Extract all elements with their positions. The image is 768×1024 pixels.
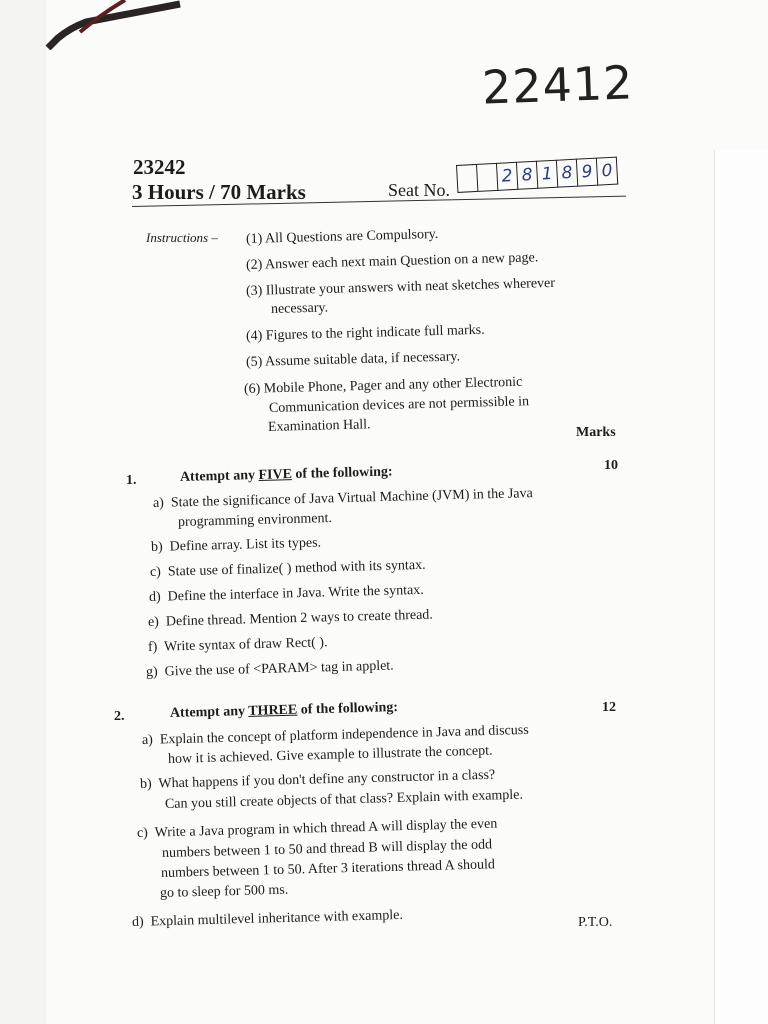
sub-question: e) Define thread. Mention 2 ways to create thread. — [147, 607, 434, 630]
instruction-item: (3) Illustrate your answers with neat sketches wherever — [245, 275, 556, 299]
handwritten-subject-code: 22412 — [481, 55, 635, 115]
sub-question: g) Give the use of <PARAM> tag in applet. — [145, 658, 394, 680]
seat-digit: 2 — [497, 162, 518, 191]
sub-question: b) Define array. List its types. — [150, 535, 322, 555]
page-shadow — [0, 0, 46, 1024]
sub-question: a) State the significance of Java Virtual Machine (JVM) in the Java — [152, 486, 533, 511]
sub-question: Can you still create objects of that class? Explain with example. — [164, 787, 524, 812]
paper-code: 23242 — [133, 155, 186, 179]
question-number: 2. — [114, 709, 125, 724]
seat-number-label: Seat No. — [388, 180, 450, 200]
sub-question: c) Write a Java program in which thread A will display the even — [136, 816, 498, 841]
please-turn-over: P.T.O. — [578, 915, 613, 930]
question-marks: 12 — [602, 700, 616, 715]
sub-question: go to sleep for 500 ms. — [159, 882, 289, 901]
instruction-item: (4) Figures to the right indicate full marks. — [245, 322, 485, 344]
seat-digit: 8 — [557, 159, 578, 188]
sub-question: a) Explain the concept of platform independence in Java and discuss — [141, 722, 529, 748]
sub-question: c) State use of finalize( ) method with its syntax. — [149, 557, 426, 580]
question-heading: Attempt any THREE of the following: — [169, 700, 399, 721]
sub-question: d) Explain multilevel inheritance with example. — [131, 907, 404, 930]
sub-question: programming environment. — [177, 510, 333, 530]
duration-marks: 3 Hours / 70 Marks — [132, 180, 306, 204]
seat-digit — [477, 163, 498, 192]
instruction-item: necessary. — [270, 300, 329, 317]
sub-question: numbers between 1 to 50 and thread B will display the odd — [161, 837, 493, 861]
seat-digit: 8 — [517, 161, 538, 190]
seat-number-boxes — [456, 157, 618, 193]
seat-digit: 0 — [597, 157, 618, 186]
instruction-item: Communication devices are not permissible in — [268, 394, 530, 416]
seat-digit — [456, 164, 478, 193]
sub-question: d) Define the interface in Java. Write the syntax. — [148, 582, 424, 605]
seat-digit: 1 — [537, 160, 558, 189]
page-edge — [714, 150, 768, 1024]
sub-question: how it is achieved. Give example to illustrate the concept. — [167, 743, 493, 767]
instruction-item: (5) Assume suitable data, if necessary. — [245, 349, 461, 370]
sub-question: b) What happens if you don't define any constructor in a class? — [139, 767, 496, 792]
question-number: 1. — [126, 473, 137, 488]
seat-digit: 9 — [577, 158, 598, 187]
instruction-item: (6) Mobile Phone, Pager and any other Electronic — [243, 374, 523, 397]
instruction-item: (2) Answer each next main Question on a new page. — [245, 250, 539, 273]
marks-column-heading: Marks — [576, 425, 616, 440]
question-heading: Attempt any FIVE of the following: — [179, 464, 393, 485]
instruction-item: Examination Hall. — [267, 417, 371, 435]
instruction-item: (1) All Questions are Compulsory. — [245, 226, 439, 247]
sub-question: f) Write syntax of draw Rect( ). — [147, 635, 328, 655]
sub-question: numbers between 1 to 50. After 3 iterations thread A should — [160, 857, 496, 881]
instructions-title: Instructions – — [146, 230, 218, 245]
question-marks: 10 — [604, 458, 618, 473]
spectacles-frame-icon — [40, 0, 190, 50]
